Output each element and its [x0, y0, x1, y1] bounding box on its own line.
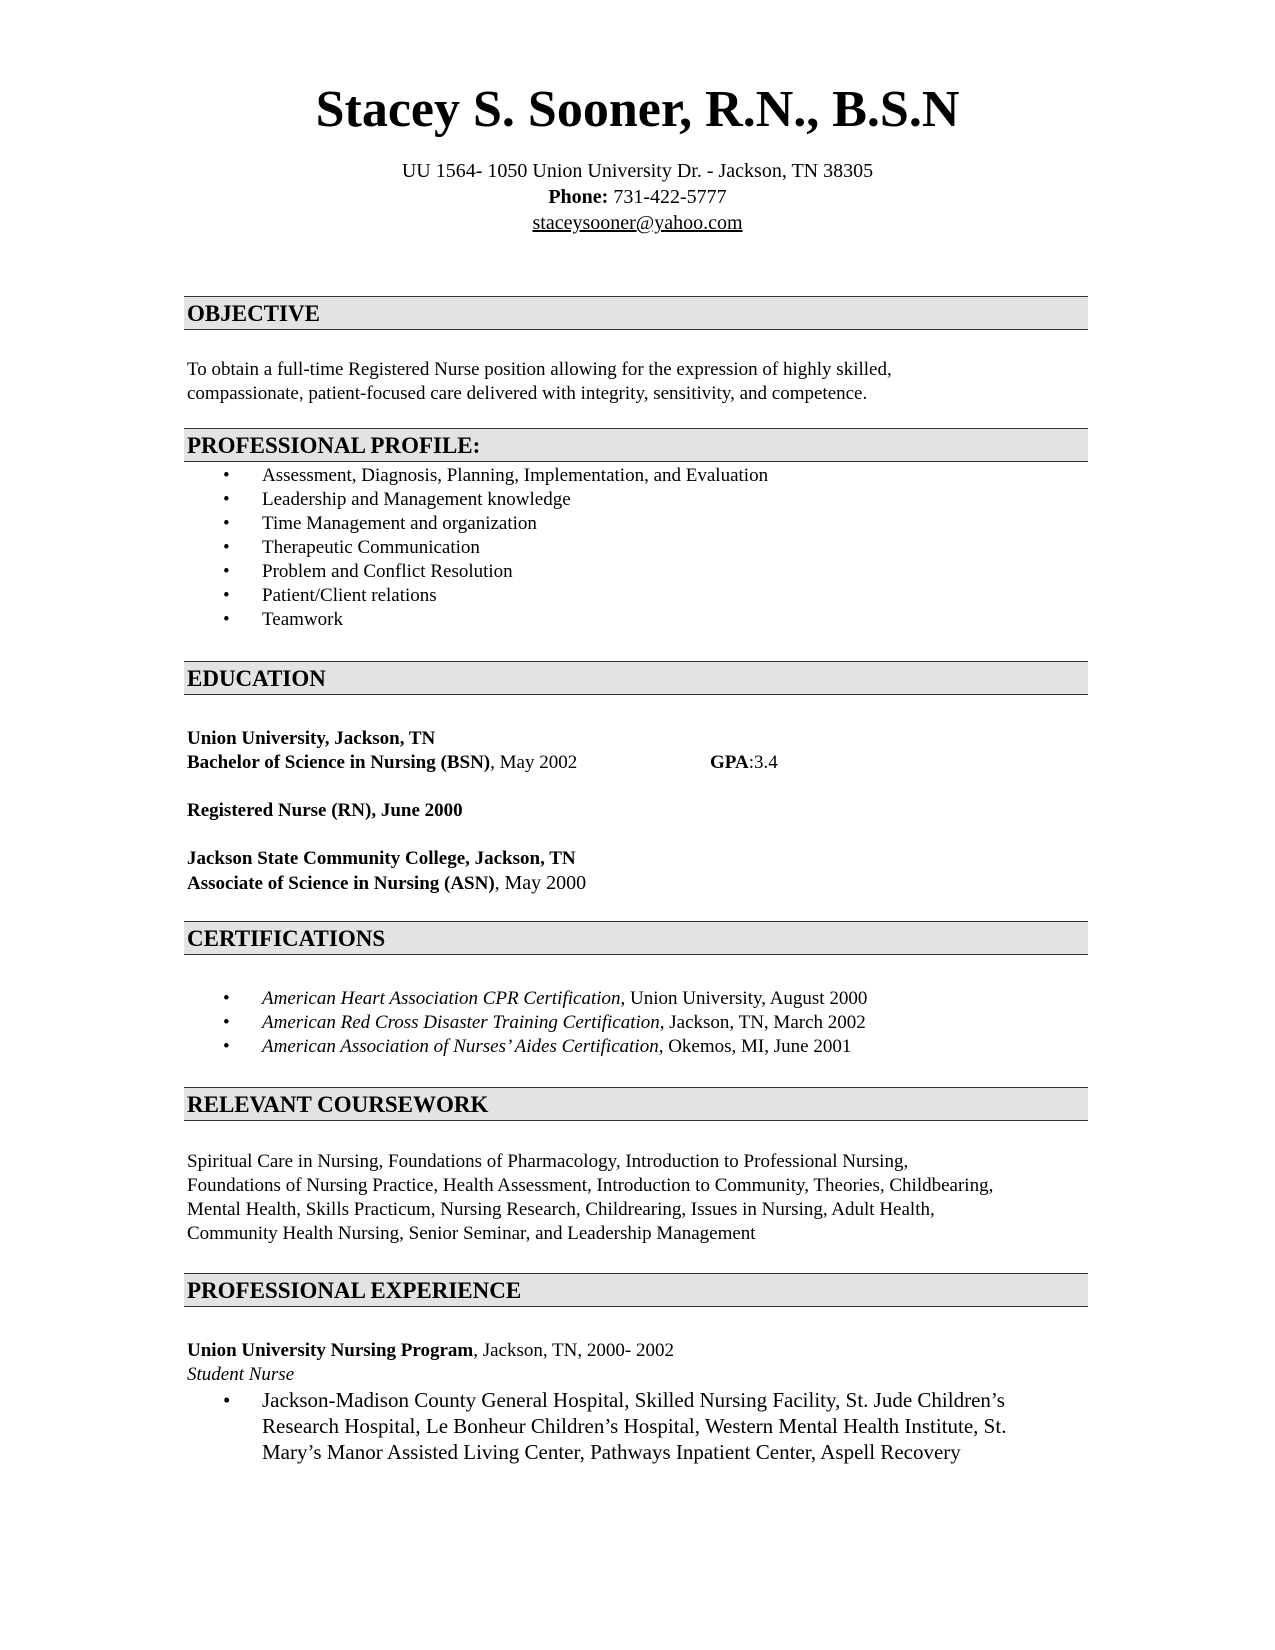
list-item: • Patient/Client relations: [187, 584, 1087, 608]
degree-2-comma: ,: [494, 873, 500, 894]
experience-heading: PROFESSIONAL EXPERIENCE: [187, 1278, 522, 1303]
address: UU 1564- 1050 Union University Dr. - Jackson, TN 38305: [401, 160, 874, 182]
school-1: Union University, Jackson, TN: [187, 728, 436, 749]
education-heading-bar: [184, 661, 1088, 695]
org-name: Union University Nursing Program: [187, 1340, 474, 1361]
profile-list-wrap: [187, 464, 1087, 632]
list-item: [187, 1011, 1087, 1035]
degree-2-date: May 2000: [499, 872, 587, 894]
coursework-heading: RELEVANT COURSEWORK: [187, 1092, 489, 1117]
profile-heading: PROFESSIONAL PROFILE:: [187, 433, 481, 458]
degree-1-date: , May 2002: [490, 752, 578, 773]
degree-2: [187, 871, 1087, 896]
email-link[interactable]: staceysooner@yahoo.com: [532, 212, 743, 234]
list-item: [187, 987, 1087, 1011]
list-item: • Leadership and Management knowledge: [187, 488, 1087, 512]
experience-line: Mary’s Manor Assisted Living Center, Pathways Inpatient Center, Aspell Recovery: [262, 1440, 961, 1464]
coursework-line: Spiritual Care in Nursing, Foundations of Pharmacology, Introduction to Professional Nursing,: [187, 1151, 909, 1172]
experience-org: [187, 1339, 1087, 1363]
phone-label: Phone:: [548, 186, 609, 208]
objective-line: To obtain a full-time Registered Nurse position allowing for the expression of highly skilled,: [187, 359, 892, 380]
cert-detail: , Union University, August 2000: [620, 988, 868, 1009]
experience-line: Research Hospital, Le Bonheur Children’s Hospital, Western Mental Health Institute, St.: [262, 1414, 1007, 1438]
gpa-value: :3.4: [748, 752, 778, 773]
degree-1: [187, 751, 1087, 775]
education-block: [187, 727, 1087, 896]
cert-detail: , Jackson, TN, March 2002: [659, 1012, 866, 1033]
list-item: • Problem and Conflict Resolution: [187, 560, 1087, 584]
list-item: [187, 1387, 1087, 1465]
coursework-heading-bar: [184, 1087, 1088, 1121]
school-2: Jackson State Community College, Jackson, TN: [187, 848, 576, 869]
objective-heading: OBJECTIVE: [187, 301, 320, 326]
list-item: • Assessment, Diagnosis, Planning, Implementation, and Evaluation: [187, 464, 1087, 488]
resume-name: Stacey S. Sooner, R.N., B.S.N: [315, 81, 960, 138]
experience-line: • Jackson-Madison County General Hospital, Skilled Nursing Facility, St. Jude Children’s: [262, 1388, 1005, 1412]
gpa-label: GPA: [710, 752, 749, 773]
coursework-text: [187, 1150, 1087, 1246]
list-item: • Therapeutic Communication: [187, 536, 1087, 560]
org-detail: , Jackson, TN, 2000- 2002: [473, 1340, 674, 1361]
objective-text: [187, 358, 1087, 406]
experience-role: Student Nurse: [187, 1364, 295, 1385]
certifications-heading: CERTIFICATIONS: [187, 926, 386, 951]
cert-detail: , Okemos, MI, June 2001: [658, 1036, 852, 1057]
rn-credential: Registered Nurse (RN), June 2000: [187, 800, 463, 821]
coursework-line: Mental Health, Skills Practicum, Nursing Research, Childrearing, Issues in Nursing, Adult Health,: [187, 1199, 935, 1220]
objective-heading-bar: [184, 296, 1088, 330]
certifications-heading-bar: [184, 921, 1088, 955]
list-item: [187, 1035, 1087, 1059]
gpa: [710, 751, 778, 775]
degree-2-name: Associate of Science in Nursing (ASN): [187, 873, 495, 894]
cert-title: American Red Cross Disaster Training Certification: [262, 1012, 660, 1033]
contact-block: [0, 158, 1275, 236]
objective-line: compassionate, patient-focused care delivered with integrity, sensitivity, and competence.: [187, 383, 868, 404]
coursework-line: Foundations of Nursing Practice, Health Assessment, Introduction to Community, Theories, Childbearing,: [187, 1175, 994, 1196]
experience-list: [187, 1387, 1087, 1465]
phone-line: [0, 184, 1275, 210]
cert-title: American Association of Nurses’ Aides Certification: [262, 1036, 659, 1057]
experience-block: [187, 1339, 1087, 1465]
list-item: • Teamwork: [187, 608, 1087, 632]
profile-heading-bar: [184, 428, 1088, 462]
certifications-list: [187, 987, 1087, 1059]
phone-value: 731-422-5777: [608, 186, 727, 208]
cert-title: American Heart Association CPR Certification: [262, 988, 621, 1009]
education-heading: EDUCATION: [187, 666, 326, 691]
certifications-list-wrap: [187, 987, 1087, 1059]
degree-1-name: Bachelor of Science in Nursing (BSN): [187, 752, 491, 773]
list-item: • Time Management and organization: [187, 512, 1087, 536]
profile-list: [187, 464, 1087, 632]
experience-heading-bar: [184, 1273, 1088, 1307]
coursework-line: Community Health Nursing, Senior Seminar, and Leadership Management: [187, 1223, 756, 1244]
